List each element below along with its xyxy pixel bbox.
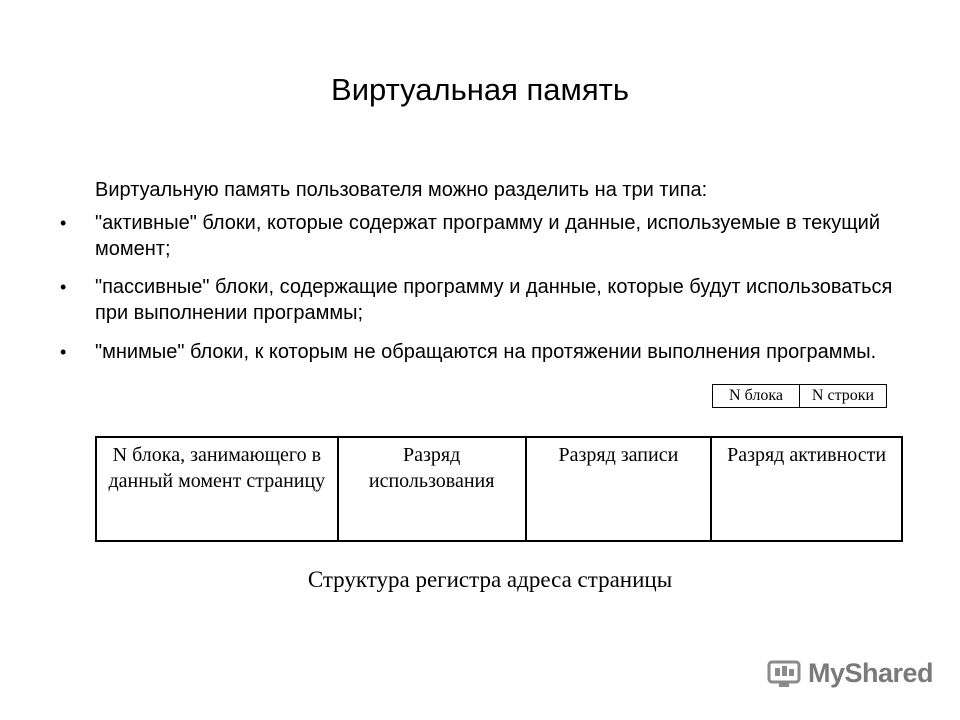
- write-bit-cell: Разряд записи: [526, 437, 712, 541]
- figure-caption: Структура регистра адреса страницы: [307, 567, 673, 592]
- watermark-text: MyShared: [808, 657, 934, 688]
- bullet-icon: •: [60, 277, 67, 297]
- row-number-cell: N строки: [800, 385, 887, 408]
- page-address-register-table: [95, 436, 903, 542]
- bullet-text: "пассивные" блоки, содержащие программу и данные, которые будут использоваться при выполнении программы;: [95, 276, 893, 324]
- myshared-watermark: [766, 656, 933, 690]
- block-occupying-page-cell: N блока, занимающего в данный момент страницу: [96, 437, 338, 541]
- slide-title: Виртуальная память: [331, 72, 629, 107]
- usage-bit-cell: Разряд использования: [338, 437, 526, 541]
- table-row: [96, 437, 902, 541]
- block-row-table: [712, 384, 887, 408]
- intro-text: Виртуальную память пользователя можно разделить на три типа:: [95, 179, 708, 201]
- block-number-cell: N блока: [713, 385, 800, 408]
- bullet-text: "мнимые" блоки, к которым не обращаются на протяжении выполнения программы.: [95, 341, 877, 363]
- activity-bit-cell: Разряд активности: [711, 437, 902, 541]
- table-row: [713, 385, 887, 408]
- bullet-icon: •: [60, 342, 67, 362]
- myshared-logo-icon: [766, 656, 802, 690]
- bullet-text: "активные" блоки, которые содержат программу и данные, используемые в текущий момент;: [95, 212, 881, 260]
- bullet-icon: •: [60, 213, 67, 233]
